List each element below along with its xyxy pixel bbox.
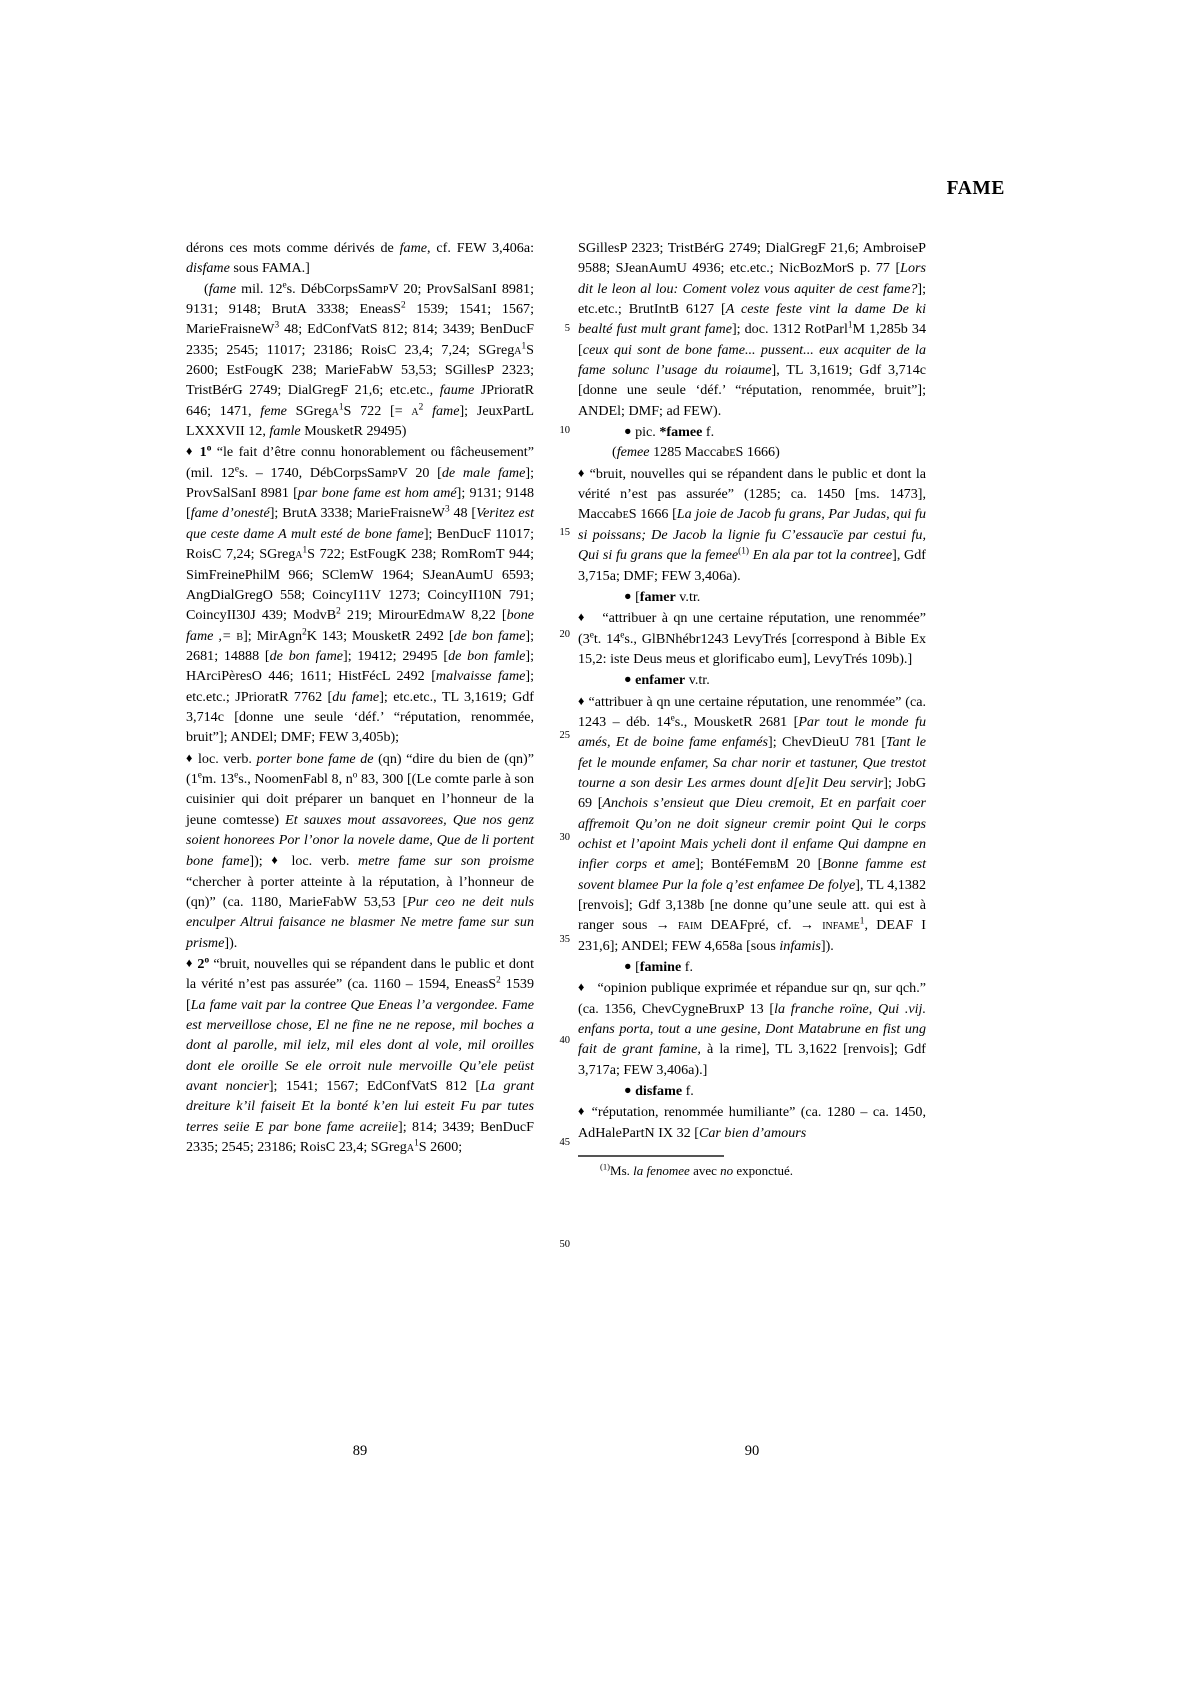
subentry-famee-sense: ♦ “bruit, nouvelles qui se répandent dans le public et dont la vérité n’est pas assurée” (1285; ca. 1450 [ms. 1473], MaccabeS 1666 [La joie de Jacob fu grans, Par Judas, qui fu si poissans; De Jacob la lignie fu C’essaucïe par cestui fu, Qui si fu grans que la femee$^{(1)}$ En ala par tot la contree], Gdf 3,715a; DMF; FEW 3,406a). xyxy=(578,465,926,584)
subentry-famine-sense: ♦ “opinion publique exprimée et répandue sur qn, sur qch.” (ca. 1356, ChevCygneBruxP 13 [la franche roïne, Qui .vij. enfans porta, tout a une gesine, Dont Matabrune en fist ung fait de grant famine, à la rime], TL 3,1622 [renvois]; Gdf 3,717a; FEW 3,406a).] xyxy=(578,980,927,1078)
subentry-famer-headword: ● [famer v.tr. xyxy=(624,588,701,605)
paragraph-continuation: dérons ces mots comme dérivés de fame, cf. FEW 3,406a: disfame sous FAMA.] xyxy=(186,240,534,277)
folio-right: 90 xyxy=(744,1443,760,1459)
lozenge-icon: ♦ xyxy=(578,1104,587,1119)
line-number: 40 xyxy=(559,1035,570,1047)
subentry-famee-headword: ● pic. *famee f. xyxy=(624,424,715,441)
subentry-famine-headword: ● [famine f. xyxy=(624,959,694,976)
running-head: FAME xyxy=(946,178,1005,199)
left-column xyxy=(186,238,534,1180)
line-number: 15 xyxy=(559,526,570,538)
lozenge-icon: ♦ xyxy=(186,750,194,765)
bullet-icon: ● xyxy=(624,588,632,603)
footnote-separator xyxy=(578,1155,724,1157)
folio-left: 89 xyxy=(352,1443,368,1459)
bullet-icon: ● xyxy=(624,959,632,974)
lozenge-icon: ♦ xyxy=(578,693,585,708)
line-number: 10 xyxy=(559,425,570,437)
lozenge-icon: ♦ xyxy=(186,444,195,459)
subentry-enfamer-sense: ♦ “attribuer à qn une certaine réputation, une renommée” (ca. 1243 – déb. 14es., MousketR 2681 [Par tout le monde fu amés, Et de boine fame enfamés]; ChevDieuU 781 [Tant le fet le mounde enfamer, Sa char norir et tastuner, Que trestot tourne a son desir Les armes dount d[e]it Deu servir]; JobG 69 [Anchois s’ensieut que Dieu cremoit, Et en parfait coer affremoit Qu’on ne doit signeur cremir point Qui le corps ochist et l’apoint Mais ycheli dont il enfame Qui dampne en infier corps et ame]; BontéFembM 20 [Bonne famme est sovent blamee Pur la fole q’est enfamee De folye], TL 4,1382 [renvois]; Gdf 3,138b [ne donne qu’une seule att. qui est à ranger sous → faim DEAFpré, cf. → infame$^1$, DEAF I 231,6]; ANDEl; FEW 4,658a [sous infamis]). xyxy=(578,693,927,954)
line-number: 5 xyxy=(564,323,570,335)
line-number: 45 xyxy=(559,1137,570,1149)
lozenge-icon: ♦ xyxy=(186,956,194,971)
line-number: 35 xyxy=(559,933,570,945)
citation-continuation-paragraph: SGillesP 2323; TristBérG 2749; DialGregF 21,6; AmbroiseP 9588; SJeanAumU 4936; etc.etc.; NicBozMorS p. 77 [Lors dit le leon al lou: Coment volez vous aquiter de cest fame?]; etc.etc.; BrutIntB 6127 [A ceste feste vint la dame De ki bealté fust mult grant fame]; doc. 1312 RotParl$^1$M 1,285b 34 [ceux qui sont de bone fame... pussent... eux acquiter de la fame solunc l’usage du roiaume], TL 3,1619; Gdf 3,714c [donne une seule ‘déf.’ “réputation, renommée, bruit”]; ANDEl; DMF; ad FEW). xyxy=(578,240,927,419)
lozenge-icon: ♦ xyxy=(271,853,283,868)
right-column xyxy=(559,238,927,1250)
lozenge-icon: ♦ xyxy=(578,610,587,625)
bullet-icon: ● xyxy=(624,672,632,687)
subentry-disfame-headword: ● disfame f. xyxy=(624,1083,694,1100)
footnote-1: $^{(1)}$Ms. la fenomee avec no exponctué. xyxy=(600,1161,794,1179)
line-number: 50 xyxy=(559,1238,570,1250)
sense-2-paragraph: ♦ 2$^o$ “bruit, nouvelles qui se répandent dans le public et dont la vérité n’est pas assurée” (ca. 1160 – 1594, EneasS$^2$ 1539 [La fame vait par la contree Que Eneas l’a vergondee. Fame est merveillose chose, El ne fine ne ne repose, mil boches a dont al parolle, mil ielz, mil eles dont al vole, mil oroilles dont ele oroille Se ele orroit nule mervoille Qu’ele peüst avant noncier]; 1541; 1567; EdConfVatS 812 [La grant dreiture k’il faiseit Et la bonté k’en lui esteit Fu par tutes terres seiie E par bone fame acreiie]; 814; 3439; BenDucF 2335; 2545; 23186; RoisC 23,4; SGrega$^1$S 2600; xyxy=(186,955,534,1156)
bullet-icon: ● xyxy=(624,424,632,439)
line-number: 20 xyxy=(559,628,570,640)
two-column-body xyxy=(186,238,1006,1250)
line-number: 25 xyxy=(559,730,570,742)
line-number-gutter xyxy=(548,238,570,1255)
bullet-icon: ● xyxy=(624,1083,632,1098)
subentry-famee-forms: (femee 1285 MaccabeS 1666) xyxy=(612,444,780,461)
lozenge-icon: ♦ xyxy=(578,465,586,480)
loc-verb-1-paragraph: ♦ loc. verb. porter bone fame de (qn) “dire du bien de (qn)” (1em. 13es., NoomenFabl 8, $n^o$ 83, 300 [(Le comte parle à son cuisinier qui doit préparer un banquet en l’honneur de la jeune comtesse) Et sauxes mout assavorees, Que nos genz soient honorees Por l’onor la novele dame, Que de li portent bone fame]); ♦ loc. verb. metre fame sur son proisme “chercher à porter atteinte à la réputation, à l’honneur de (qn)” (ca. 1180, MarieFabW 53,53 [Pur ceo ne deit nuls enculper Altrui faisance ne blasmer Ne metre fame sur sun prisme]). xyxy=(186,750,535,951)
subentry-enfamer-headword: ● enfamer v.tr. xyxy=(624,672,710,689)
subentry-famer-sense: ♦ “attribuer à qn une certaine réputation, une renommée” (3et. 14es., GlBNhébr1243 LevyTrés [correspond à Bible Ex 15,2: iste Deus meus et glorificabo eum], LevyTrés 109b).] xyxy=(578,610,926,667)
subentry-disfame-sense: ♦ “réputation, renommée humiliante” (ca. 1280 – ca. 1450, AdHalePartN IX 32 [Car bien d’amours xyxy=(578,1104,926,1141)
lozenge-icon: ♦ xyxy=(578,980,586,995)
line-number: 30 xyxy=(559,831,570,843)
form-list-paragraph: (fame mil. 12es. DébCorpsSampV 20; ProvSalSanI 8981; 9131; 9148; BrutA 3338; EneasS$^2$ 1539; 1541; 1567; MarieFraisneW$^3$ 48; EdConfVatS 812; 814; 3439; BenDucF 2335; 2545; 11017; 23186; RoisC 23,4; 7,24; SGrega$^1$S 2600; EstFougK 238; MarieFabW 53,53; SGillesP 2323; TristBérG 2749; DialGregF 21,6; etc.etc., faume JPrioratR 646; 1471, feme SGrega$^1$S 722 [= $a^2$ fame]; JeuxPartL LXXXVII 12, famle MousketR 29495) xyxy=(186,280,534,440)
sense-1-paragraph: ♦ 1$^o$ “le fait d’être connu honorablement ou fâcheusement” (mil. 12es. – 1740, DébCorpsSampV 20 [de male fame]; ProvSalSanI 8981 [par bone fame est hom amé]; 9131; 9148 [fame d’onesté]; BrutA 3338; MarieFraisneW$^3$ 48 [Veritez est que ceste dame A mult esté de bone fame]; BenDucF 11017; RoisC 7,24; SGrega$^1$S 722; EstFougK 238; RomRomT 944; SimFreinePhilM 966; SClemW 1964; SJeanAumU 6593; AngDialGregO 558; CoincyI11V 1273; CoincyII10N 791; CoincyII30J 439; ModvB$^2$ 219; MirourEdmaW 8,22 [bone fame ,= b]; MirAgn$^2$K 143; MousketR 2492 [de bon fame]; 2681; 14888 [de bon fame]; 19412; 29495 [de bon famle]; HArciPèresO 446; 1611; HistFécL 2492 [malvaisse fame]; etc.etc.; JPrioratR 7762 [du fame]; etc.etc., TL 3,1619; Gdf 3,714c [donne une seule ‘déf.’ “réputation, renommée, bruit”]; ANDEl; DMF; FEW 3,405b); xyxy=(186,443,535,746)
